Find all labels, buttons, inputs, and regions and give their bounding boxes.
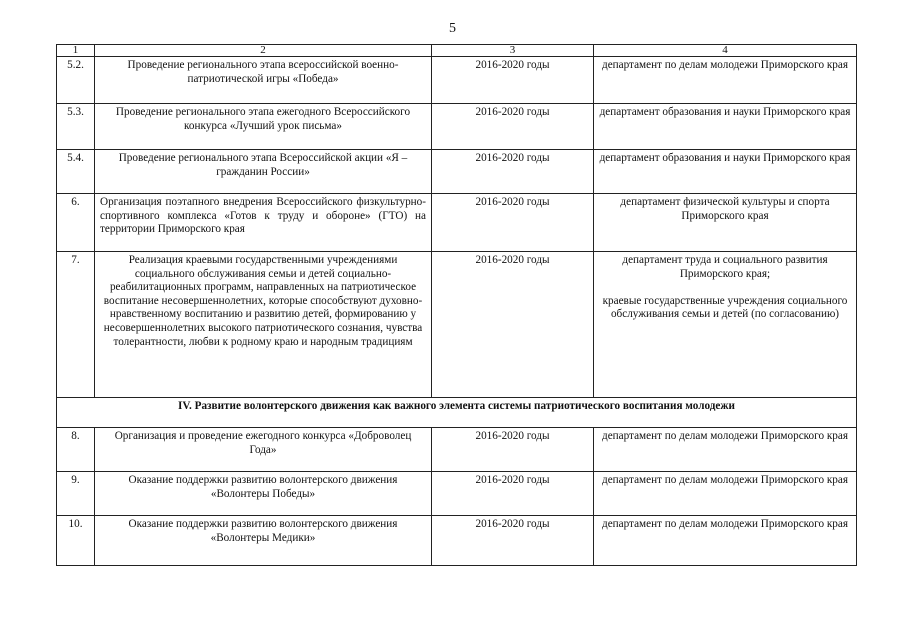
table-row xyxy=(57,194,857,252)
event-cell: Оказание поддержки развитию волонтерского движения «Волонтеры Победы» xyxy=(95,472,432,516)
table-row xyxy=(57,428,857,472)
section-row xyxy=(57,398,857,428)
executor-cell: департамент по делам молодежи Приморского края xyxy=(594,516,857,566)
event-cell: Оказание поддержки развитию волонтерского движения «Волонтеры Медики» xyxy=(95,516,432,566)
row-number: 9. xyxy=(57,472,95,516)
table-row xyxy=(57,252,857,398)
executor-cell: департамент образования и науки Приморского края xyxy=(594,150,857,194)
period-cell: 2016-2020 годы xyxy=(432,428,594,472)
executor-cell: департамент по делам молодежи Приморского края xyxy=(594,472,857,516)
column-number: 2 xyxy=(95,45,432,57)
section-heading: IV. Развитие волонтерского движения как важного элемента системы патриотического воспитания молодежи xyxy=(57,398,857,428)
period-cell: 2016-2020 годы xyxy=(432,104,594,150)
column-number: 3 xyxy=(432,45,594,57)
page-number: 5 xyxy=(449,21,456,36)
executor-cell: департамент физической культуры и спорта Приморского края xyxy=(594,194,857,252)
event-cell: Проведение регионального этапа ежегодного Всероссийского конкурса «Лучший урок письма» xyxy=(95,104,432,150)
table-row xyxy=(57,472,857,516)
column-number-row xyxy=(57,45,857,57)
executor-cell: департамент по делам молодежи Приморского края xyxy=(594,428,857,472)
executor-cell: департамент образования и науки Приморского края xyxy=(594,104,857,150)
executor-cell: департамент по делам молодежи Приморского края xyxy=(594,57,857,104)
column-number: 4 xyxy=(594,45,857,57)
event-cell: Проведение регионального этапа Всероссийской акции «Я – гражданин России» xyxy=(95,150,432,194)
period-cell: 2016-2020 годы xyxy=(432,150,594,194)
event-cell: Организация поэтапного внедрения Всероссийского физкультурно-спортивного комплекса «Готов к труду и обороне» (ГТО) на территории Приморского края xyxy=(95,194,432,252)
period-cell: 2016-2020 годы xyxy=(432,57,594,104)
activities-table xyxy=(56,44,857,566)
row-number: 5.4. xyxy=(57,150,95,194)
column-number: 1 xyxy=(57,45,95,57)
period-cell: 2016-2020 годы xyxy=(432,472,594,516)
executor-secondary: краевые государственные учреждения социального обслуживания семьи и детей (по согласованию) xyxy=(602,294,848,321)
row-number: 10. xyxy=(57,516,95,566)
period-cell: 2016-2020 годы xyxy=(432,252,594,398)
table-row xyxy=(57,150,857,194)
executor-cell xyxy=(594,252,857,398)
period-cell: 2016-2020 годы xyxy=(432,194,594,252)
table-row xyxy=(57,104,857,150)
event-cell: Проведение регионального этапа всероссийской военно-патриотической игры «Победа» xyxy=(95,57,432,104)
period-cell: 2016-2020 годы xyxy=(432,516,594,566)
event-cell: Реализация краевыми государственными учреждениями социального обслуживания семьи и детей социально-реабилитационных программ, направленных на патриотическое воспитание несовершеннолетних, которые способствуют духовно-нравственному воспитанию и развитию детей, формированию у несовершеннолетних высокого патриотического сознания, чувства толерантности, любви к родному краю и народным традициям xyxy=(95,252,432,398)
row-number: 5.2. xyxy=(57,57,95,104)
row-number: 8. xyxy=(57,428,95,472)
executor-primary: департамент труда и социального развития Приморского края; xyxy=(622,254,828,280)
event-cell: Организация и проведение ежегодного конкурса «Доброволец Года» xyxy=(95,428,432,472)
row-number: 6. xyxy=(57,194,95,252)
table-row xyxy=(57,516,857,566)
row-number: 7. xyxy=(57,252,95,398)
table-row xyxy=(57,57,857,104)
row-number: 5.3. xyxy=(57,104,95,150)
